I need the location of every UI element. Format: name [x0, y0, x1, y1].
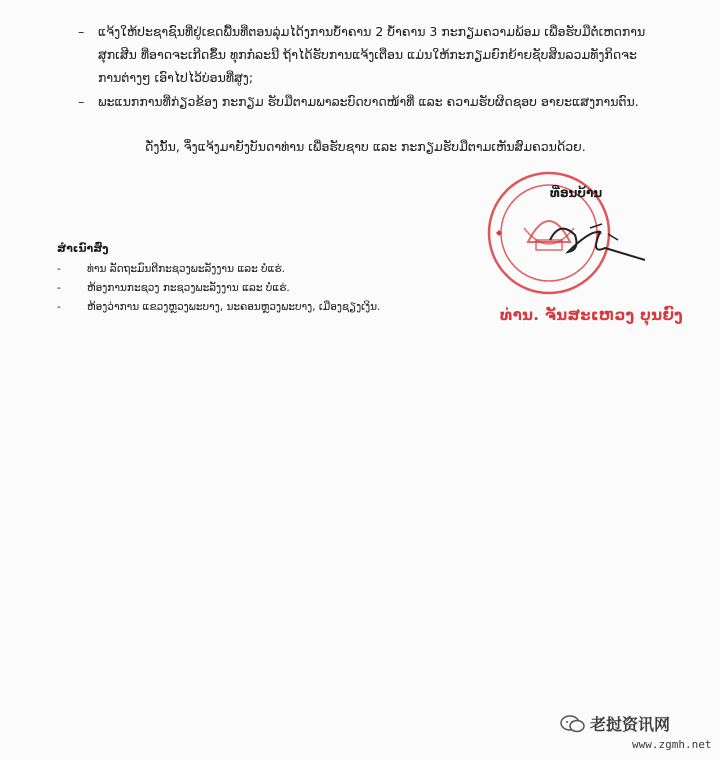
- bullet-dash: –: [78, 24, 85, 39]
- notice-bullet: [78, 90, 678, 138]
- wechat-icon: [560, 714, 586, 734]
- bullet-dash: –: [78, 94, 85, 109]
- cc-text: ທ່ານ ລັດຖະມົນຕີກະຊວງພະລັງງານ ແລະ ບໍ່ແຮ່.: [87, 263, 286, 275]
- watermark-url: www.zgmh.net: [632, 738, 712, 751]
- closing-paragraph: ດັ່ງນັ້ນ, ຈຶ່ງແຈ້ງມາຍັງບັນດາທ່ານ ເພື່ອຮັບຊາບ ແລະ ກະກຽມຮັບມືຕາມເຫັນສົມຄວນດ້ວຍ.: [145, 139, 586, 154]
- signature-label: ທີ່ອນບ້ານ: [550, 186, 603, 200]
- watermark-name: 老挝资讯网: [590, 715, 671, 734]
- cc-title: ສຳເນົາສົ່ງ: [57, 242, 109, 255]
- signer-name: ທ່ານ. ຈັນສະເຫວງ ບຸນຍົງ: [500, 306, 683, 324]
- cc-dash: -: [57, 263, 61, 275]
- cc-text: ຫ້ອງວ່າການ ແຂວງຫຼວງພະບາງ, ນະຄອນຫຼວງພະບາງ, ເມືອງຊຽງເງິນ.: [87, 301, 381, 313]
- handwritten-signature: [530, 210, 650, 270]
- bullet-text: ພະແນກການທີ່ກ່ຽວຂ້ອງ ກະກຽມ ຮັບມືຕາມພາລະບົດບາດໜ້າທີ່ ແລະ ຄວາມຮັບຜິດຊອບ ອາຍະແສງການຕົນ.: [98, 94, 639, 109]
- bullet-text: ແຈ້ງໃຫ້ປະຊາຊົນທີ່ຢູ່ເຂດພື້ນທີ່ຕອນລຸ່ມໄດ້ງການບ້ຳຄານ 2 ບ້ຳຄານ 3 ກະກຽມຄວາມພ້ອມ ເພື່ອຮັບມືຕໍ່ເຫດການສຸກເສີນ ທີ່ອາດຈະເກີດຂຶ້ນ ທຸກກໍລະນີ ຖ້າໄດ້ຮັບການແຈ້ງເຕືອນ ແມ່ນໃຫ້ກະກຽມຍົກຍ້າຍຊັບສິນລວມທັງກິດຈະການຕ່າງໆ ເອົາໄປໄວ້ບ່ອນທີ່ສູງ;: [98, 24, 646, 85]
- cc-dash: -: [57, 282, 61, 294]
- cc-dash: -: [57, 301, 61, 313]
- notice-bullet: [78, 20, 678, 90]
- cc-text: ຫ້ອງການກະຊວງ ກະຊວງພະລັງງານ ແລະ ບໍ່ແຮ່.: [87, 282, 290, 294]
- watermark: [560, 712, 710, 754]
